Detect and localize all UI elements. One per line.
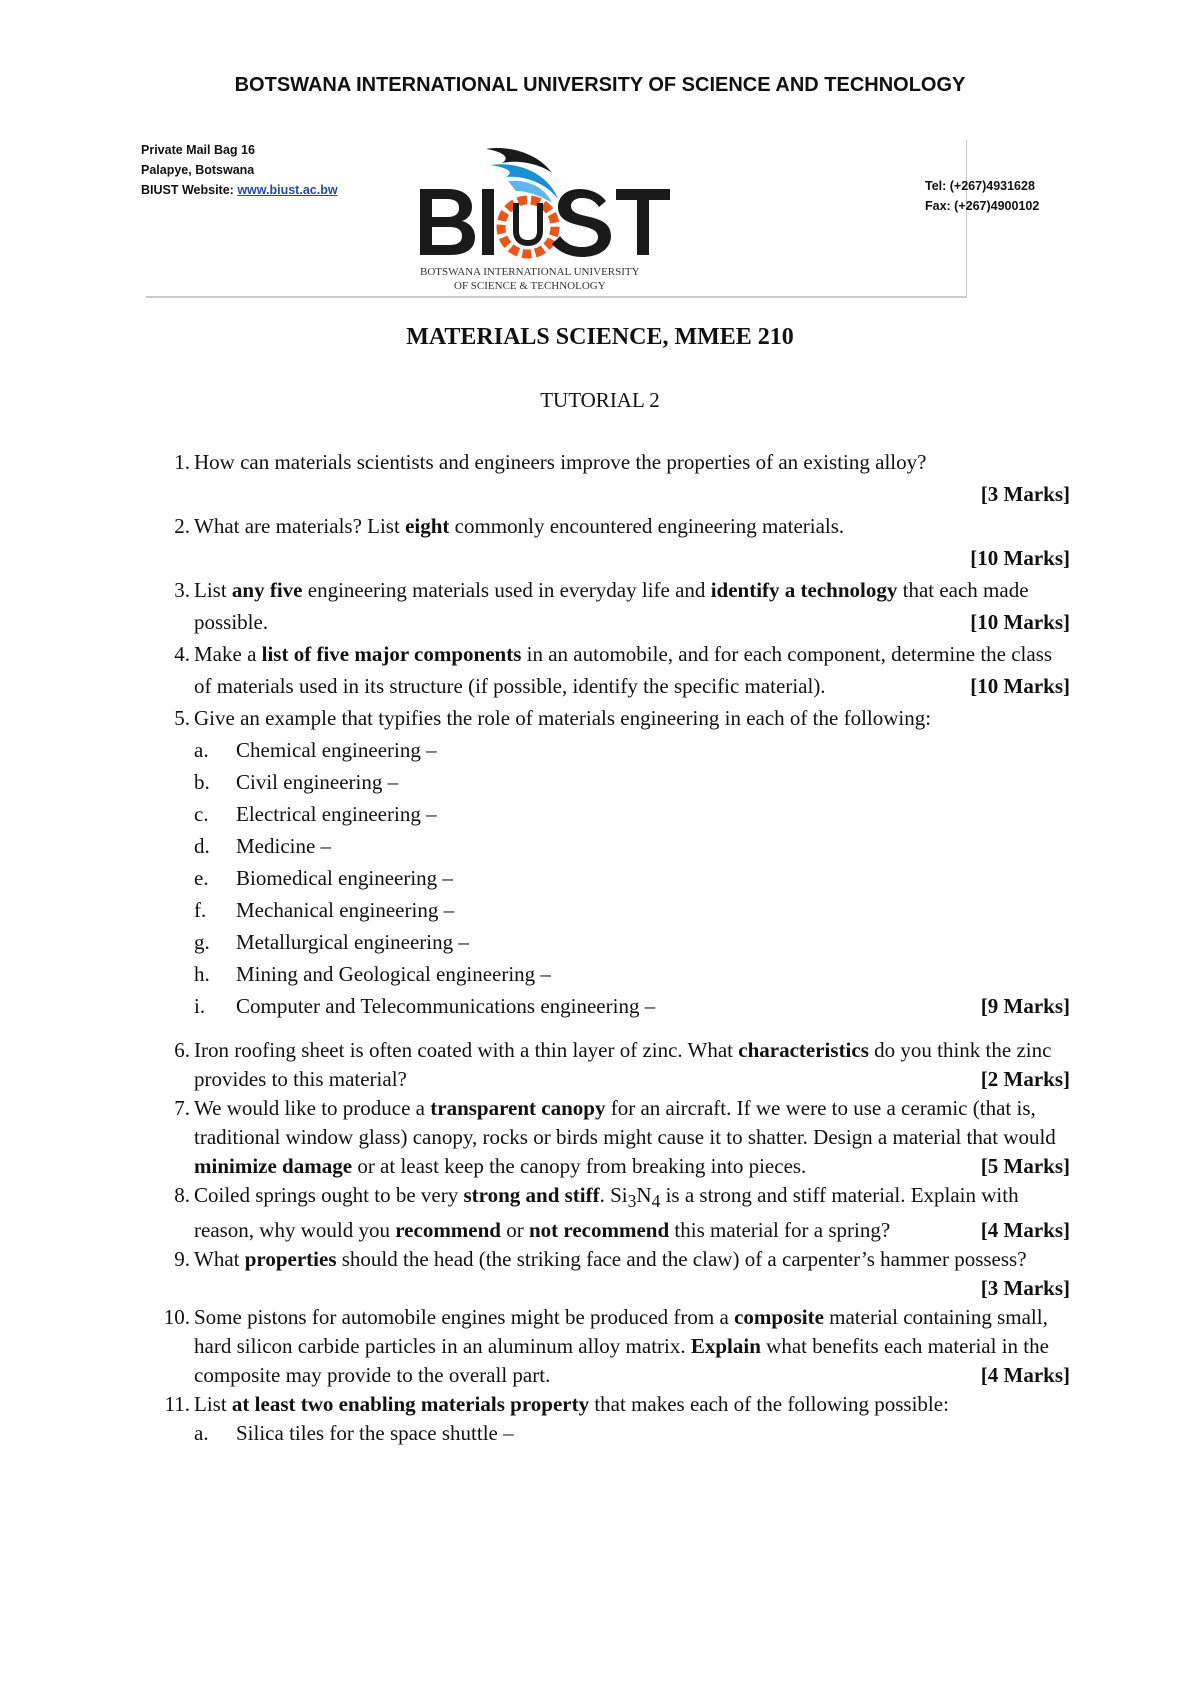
question-text: List at least two enabling materials property that makes each of the following possible: [194,1392,949,1417]
question-list [150,446,1070,1448]
contact-block [925,176,1039,216]
question-marks: [9 Marks] [980,994,1070,1018]
university-heading: BOTSWANA INTERNATIONAL UNIVERSITY OF SCIENCE AND TECHNOLOGY [234,74,966,96]
sub-item: a. Chemical engineering – [194,738,437,762]
question-marks: [10 Marks] [970,546,1070,570]
question-text: Coiled springs ought to be very strong and stiff. $Si_3N_4$ is a strong and stiff material. Explain with reason, why would you recommend or not recommend this material for a spring? [4 Marks] [194,1181,1070,1245]
website-line [141,180,338,200]
question-number: 2. [174,514,190,538]
question-number: 8. [174,1183,190,1207]
address-line-1: Private Mail Bag 16 [141,143,255,157]
question-4 [150,638,1070,702]
question-text: What are materials? List eight commonly encountered engineering materials. [194,514,845,538]
question-number: 3. [174,578,190,602]
question-text: Make a list of five major components in an automobile, and for each component, determine the class of materials used in its structure (if possible, identify the specific material). [10 Marks] [194,638,1070,702]
question-6 [150,1036,1070,1094]
question-1 [150,446,1070,510]
question-number: 5. [174,706,190,730]
question-10 [150,1303,1070,1390]
logo-letter-s [552,189,611,257]
sub-item: g. Metallurgical engineering – [194,930,469,954]
question-text: Some pistons for automobile engines might be produced from a composite material containing small, hard silicon carbide particles in an aluminum alloy matrix. Explain what benefits each material in the composite may provide to the overall part. [4 Marks] [194,1303,1070,1390]
question-number: 6. [174,1038,190,1062]
question-text: What properties should the head (the striking face and the claw) of a carpenter’s hammer possess? [3 Marks] [194,1245,1070,1274]
sub-item: e. Biomedical engineering – [194,866,453,890]
fax-line: Fax: (+267)4900102 [925,199,1040,213]
question-text: Iron roofing sheet is often coated with a thin layer of zinc. What characteristics do you think the zinc provides to this material? [2 Marks] [194,1036,1070,1094]
question-number: 11. [164,1392,190,1417]
address-line-2: Palapye, Botswana [141,163,255,177]
sub-item: c. Electrical engineering – [194,802,437,826]
logo-tagline-1: BOTSWANA INTERNATIONAL UNIVERSITY [420,266,640,278]
website-link[interactable]: www.biust.ac.bw [237,183,338,197]
tutorial-title: TUTORIAL 2 [540,388,660,412]
question-marks: [3 Marks] [980,482,1070,506]
sub-item: f. Mechanical engineering – [194,898,455,922]
question-marks: [2 Marks] [980,1067,1070,1091]
question-marks: [10 Marks] [970,674,1070,698]
question-2 [150,510,1070,574]
question-marks: [3 Marks] [980,1276,1070,1301]
website-label: BIUST Website: [141,183,238,197]
tel-line: Tel: (+267)4931628 [925,179,1035,193]
sub-item: i. Computer and Telecommunications engineering – [9 Marks] [194,990,1070,1022]
question-number: 9. [174,1247,190,1272]
question-marks: [10 Marks] [970,610,1070,634]
question-number: 1. [174,450,190,474]
logo-letter-b [420,189,475,255]
question-9 [150,1245,1070,1303]
logo-tagline-2: OF SCIENCE & TECHNOLOGY [454,280,606,292]
question-number: 7. [174,1096,190,1120]
sub-item: d. Medicine – [194,834,332,858]
question-3 [150,574,1070,638]
logo-gear-u [501,200,555,254]
question-marks: [4 Marks] [980,1218,1070,1243]
course-title: MATERIALS SCIENCE, MMEE 210 [406,324,794,350]
question-7 [150,1094,1070,1181]
logo-letter-t [616,189,670,255]
question-5 [150,702,1070,1022]
question-text: List any five engineering materials used in everyday life and identify a technology that each made possible. [10 Marks] [194,574,1070,638]
question-marks: [4 Marks] [980,1363,1070,1388]
question-11 [150,1390,1070,1448]
question-number: 4. [174,642,190,666]
question-text: We would like to produce a transparent canopy for an aircraft. If we were to use a ceramic (that is, traditional window glass) canopy, rocks or birds might cause it to shatter. Design a material that would minimize damage or at least keep the canopy from breaking into pieces. [5 Marks] [194,1094,1070,1181]
question-number: 10. [163,1305,190,1330]
address-block [141,140,338,200]
question-marks: [5 Marks] [980,1154,1070,1178]
question-text: Give an example that typifies the role of materials engineering in each of the following: [194,706,932,730]
logo-letter-i [482,189,494,255]
question-text: How can materials scientists and engineers improve the properties of an existing alloy? [194,450,927,474]
sub-item: a. Silica tiles for the space shuttle – [194,1421,514,1446]
sub-item: h. Mining and Geological engineering – [194,962,551,986]
question-8 [150,1181,1070,1245]
biust-logo [420,143,695,293]
sub-item: b. Civil engineering – [194,770,399,794]
